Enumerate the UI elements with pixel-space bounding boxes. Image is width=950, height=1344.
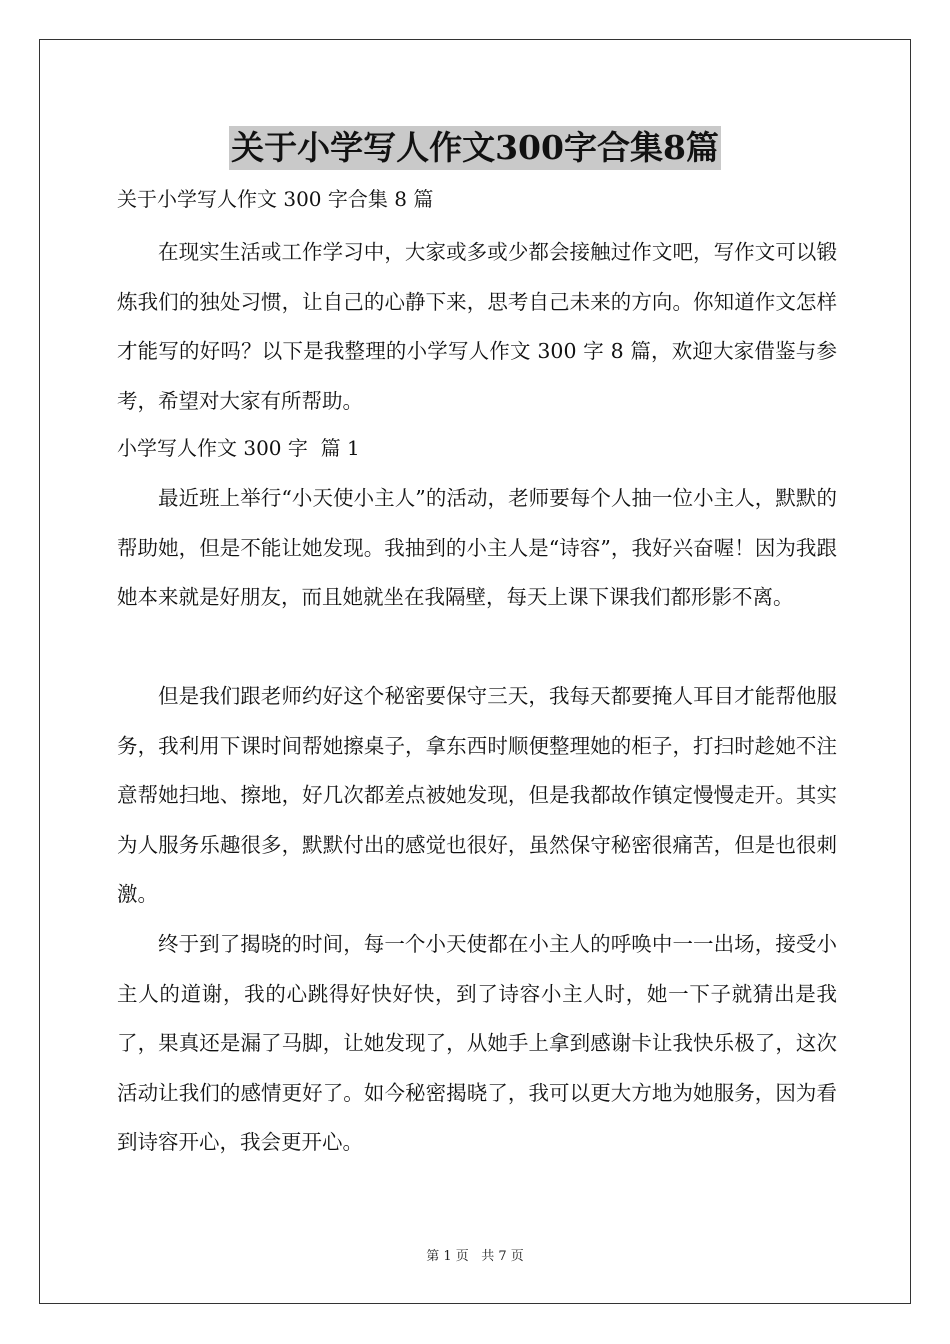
document-subtitle: 关于小学写人作文 300 字合集 8 篇	[117, 187, 434, 211]
page-footer: 第 1 页 共 7 页	[426, 1249, 524, 1264]
section-heading: 小学写人作文 300 字 篇 1	[117, 436, 360, 460]
intro-paragraph: 在现实生活或工作学习中，大家或多或少都会接触过作文吧，写作文可以锻炼我们的独处习惯，让自己的心静下来，思考自己未来的方向。你知道作文怎样才能写的好吗？以下是我整理的小学写人作文 300 字 8 篇，欢迎大家借鉴与参考，希望对大家有所帮助。	[117, 240, 837, 413]
body-paragraph-3: 终于到了揭晓的时间，每一个小天使都在小主人的呼唤中一一出场，接受小主人的道谢，我的心跳得好快好快，到了诗容小主人时，她一下子就猜出是我了，果真还是漏了马脚，让她发现了，从她手上拿到感谢卡让我快乐极了，这次活动让我们的感情更好了。如今秘密揭晓了，我可以更大方地为她服务，因为看到诗容开心，我会更开心。	[117, 932, 837, 1155]
document-title: 关于小学写人作文300字合集8篇	[229, 126, 721, 170]
title-container	[0, 126, 950, 170]
body-paragraph-2: 但是我们跟老师约好这个秘密要保守三天，我每天都要掩人耳目才能帮他服务，我利用下课时间帮她擦桌子，拿东西时顺便整理她的柜子，打扫时趁她不注意帮她扫地、擦地，好几次都差点被她发现，但是我都故作镇定慢慢走开。其实为人服务乐趣很多，默默付出的感觉也很好，虽然保守秘密很痛苦，但是也很刺激。	[117, 684, 837, 907]
body-paragraph-1: 最近班上举行“小天使小主人”的活动，老师要每个人抽一位小主人，默默的帮助她，但是不能让她发现。我抽到的小主人是“诗容”，我好兴奋喔！因为我跟她本来就是好朋友，而且她就坐在我隔壁，每天上课下课我们都形影不离。	[117, 486, 837, 610]
